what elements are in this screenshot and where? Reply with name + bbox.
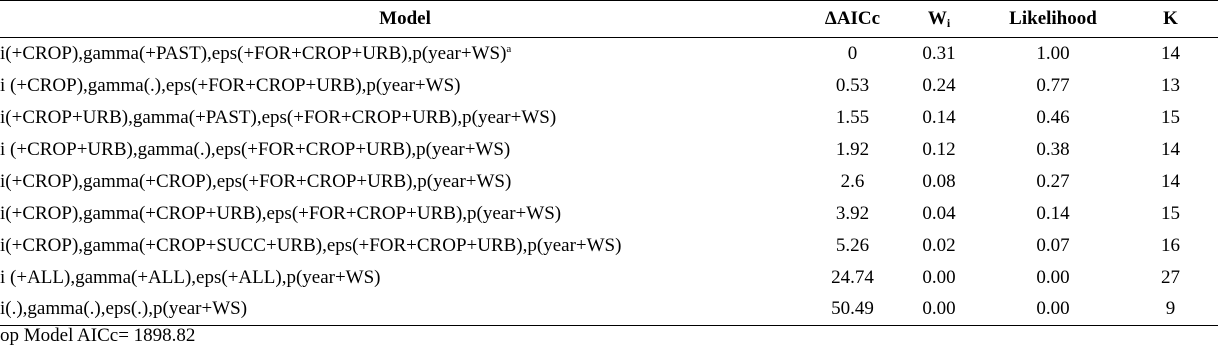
cell-wi: 0.31 [922,42,956,64]
footnote-marker: a [506,42,512,55]
cell-wi: 0.24 [922,74,956,96]
cell-model [0,38,810,70]
cell-wi: 0.12 [922,138,956,160]
cell-delta-aicc: 50.49 [810,294,895,326]
cell-model [0,198,810,230]
cell-wi: 0.14 [922,106,956,128]
cell-delta-aicc: 5.26 [835,234,870,256]
table-row [0,198,1218,230]
model-formula: i (+ALL),gamma(+ALL),eps(+ALL),p(year+WS) [0,266,381,288]
cell-likelihood: 1.00 [1036,42,1070,64]
cell-k: 13 [1161,74,1180,96]
table-row [0,166,1218,198]
cell-likelihood: 0.00 [983,294,1123,326]
cell-delta-aicc: 1.92 [835,138,870,160]
cell-k: 16 [1161,234,1180,256]
model-formula: i(+CROP),gamma(+PAST),eps(+FOR+CROP+URB),p(year+WS) [0,42,507,64]
cell-k: 15 [1161,106,1180,128]
cell-wi: 0.00 [922,266,956,288]
cell-k: 14 [1161,42,1180,64]
header-likelihood: Likelihood [983,1,1123,38]
header-wi [895,1,983,38]
cell-likelihood: 0.27 [1036,170,1070,192]
cell-wi: 0.02 [922,234,956,256]
cell-likelihood: 0.14 [1036,202,1070,224]
cell-wi: 0.00 [895,294,983,326]
table-row [0,262,1218,294]
cell-wi: 0.08 [922,170,956,192]
cell-model [0,102,810,134]
cell-k: 27 [1161,266,1180,288]
table-header [0,1,1218,38]
cell-delta-aicc: 0 [847,42,858,64]
table-row [0,70,1218,102]
cell-model [0,262,810,294]
model-formula: i(+CROP),gamma(+CROP+SUCC+URB),eps(+FOR+CROP+URB),p(year+WS) [0,234,622,256]
cell-k: 15 [1161,202,1180,224]
header-row [0,1,1218,38]
cell-model [0,166,810,198]
header-delta-aicc: ΔAICc [810,1,895,38]
header-k: K [1123,1,1218,38]
header-wi-subscript: i [946,16,951,30]
cell-model [0,294,810,326]
cell-delta-aicc: 1.55 [835,106,870,128]
cell-likelihood: 0.38 [1036,138,1070,160]
header-wi-base: W [927,8,947,29]
cell-k: 9 [1123,294,1218,326]
cell-delta-aicc: 3.92 [835,202,870,224]
cell-likelihood: 0.46 [1036,106,1070,128]
model-formula: i (+CROP),gamma(.),eps(+FOR+CROP+URB),p(year+WS) [0,74,461,96]
model-formula: i(+CROP),gamma(+CROP+URB),eps(+FOR+CROP+URB),p(year+WS) [0,202,562,224]
cell-likelihood: 0.07 [1036,234,1070,256]
model-formula: i(+CROP+URB),gamma(+PAST),eps(+FOR+CROP+URB),p(year+WS) [0,106,557,128]
model-formula: i(.),gamma(.),eps(.),p(year+WS) [0,298,248,320]
cell-delta-aicc: 24.74 [831,266,874,288]
table-row [0,294,1218,326]
cell-model [0,134,810,166]
cell-likelihood: 0.00 [1036,266,1070,288]
cell-k: 14 [1161,170,1180,192]
cell-model [0,230,810,262]
header-model: Model [0,1,810,38]
cell-model [0,70,810,102]
model-formula: i(+CROP),gamma(+CROP),eps(+FOR+CROP+URB),p(year+WS) [0,170,512,192]
cell-delta-aicc: 2.6 [840,170,865,192]
table-row [0,38,1218,70]
table-body [0,38,1218,326]
model-formula: i (+CROP+URB),gamma(.),eps(+FOR+CROP+URB),p(year+WS) [0,138,511,160]
cell-k: 14 [1161,138,1180,160]
table-row [0,102,1218,134]
cell-likelihood: 0.77 [1036,74,1070,96]
table-footnote: op Model AICc= 1898.82 [0,325,196,346]
table-row [0,134,1218,166]
cell-delta-aicc: 0.53 [835,74,870,96]
table-row [0,230,1218,262]
cell-wi: 0.04 [922,202,956,224]
